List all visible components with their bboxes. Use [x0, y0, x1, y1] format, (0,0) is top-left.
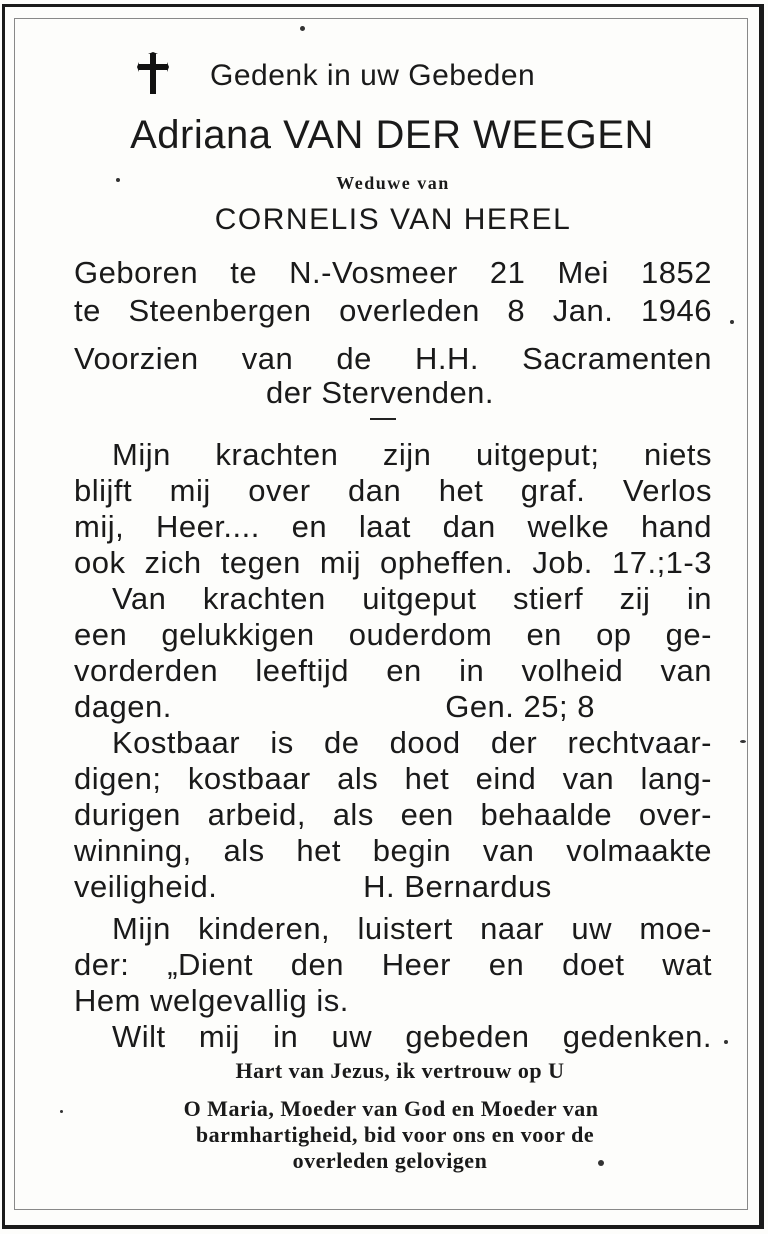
- prayer-line: O Maria, Moeder van God en Moeder van: [183, 1096, 599, 1121]
- verse-line: Wilt mij in uw gebeden gedenken.: [112, 1020, 712, 1054]
- print-speck: [300, 26, 305, 31]
- verse-line: Mijn kinderen, luistert naar uw moe-: [112, 912, 712, 946]
- death-line: te Steenbergen overleden 8 Jan. 1946: [74, 294, 712, 328]
- verse-line: mij, Heer.... en laat dan welke hand: [74, 510, 712, 544]
- verse-line: digen; kostbaar als het eind van lang-: [74, 762, 712, 796]
- print-speck: [598, 1160, 604, 1166]
- divider: [370, 418, 396, 420]
- sacraments-line-2: der Stervenden.: [265, 376, 495, 410]
- verse-line: veiligheid. H. Bernardus: [74, 870, 552, 904]
- verse-line: vorderden leeftijd en in volheid van: [74, 654, 712, 688]
- verse-line: durigen arbeid, als een behaalde over-: [74, 798, 712, 832]
- verse-line: Van krachten uitgeput stierf zij in: [112, 582, 712, 616]
- prayer-line: overleden gelovigen: [292, 1148, 488, 1173]
- verse-line: Hem welgevallig is.: [74, 984, 349, 1018]
- verse-line: een gelukkigen ouderdom en op ge-: [74, 618, 712, 652]
- verse-line: der: „Dient den Heer en doet wat: [74, 948, 712, 982]
- cross-icon: [136, 52, 170, 96]
- header-text: Gedenk in uw Gebeden: [210, 59, 536, 92]
- verse-line: Kostbaar is de dood der rechtvaar-: [112, 726, 712, 760]
- prayer-line: barmhartigheid, bid voor ons en voor de: [195, 1122, 595, 1147]
- verse-line: winning, als het begin van volmaakte: [74, 834, 712, 868]
- verse-line: Mijn krachten zijn uitgeput; niets: [112, 438, 712, 472]
- birth-line: Geboren te N.-Vosmeer 21 Mei 1852: [74, 256, 712, 290]
- verse-line: dagen. Gen. 25; 8: [74, 690, 595, 724]
- print-speck: [116, 178, 120, 182]
- verse-line: blijft mij over dan het graf. Verlos: [74, 474, 712, 508]
- print-speck: [724, 1040, 728, 1044]
- verse-line: ook zich tegen mij opheffen. Job. 17.;1-3: [74, 546, 712, 580]
- widow-of-label: Weduwe van: [336, 173, 450, 193]
- sacraments-line: Voorzien van de H.H. Sacramenten: [74, 342, 712, 376]
- husband-name: CORNELIS VAN HEREL: [214, 203, 572, 236]
- prayer-line: Hart van Jezus, ik vertrouw op U: [235, 1058, 565, 1083]
- print-speck: [740, 740, 746, 743]
- print-speck: [730, 320, 734, 324]
- print-speck: [60, 1110, 63, 1113]
- deceased-name: Adriana VAN DER WEEGEN: [130, 113, 654, 157]
